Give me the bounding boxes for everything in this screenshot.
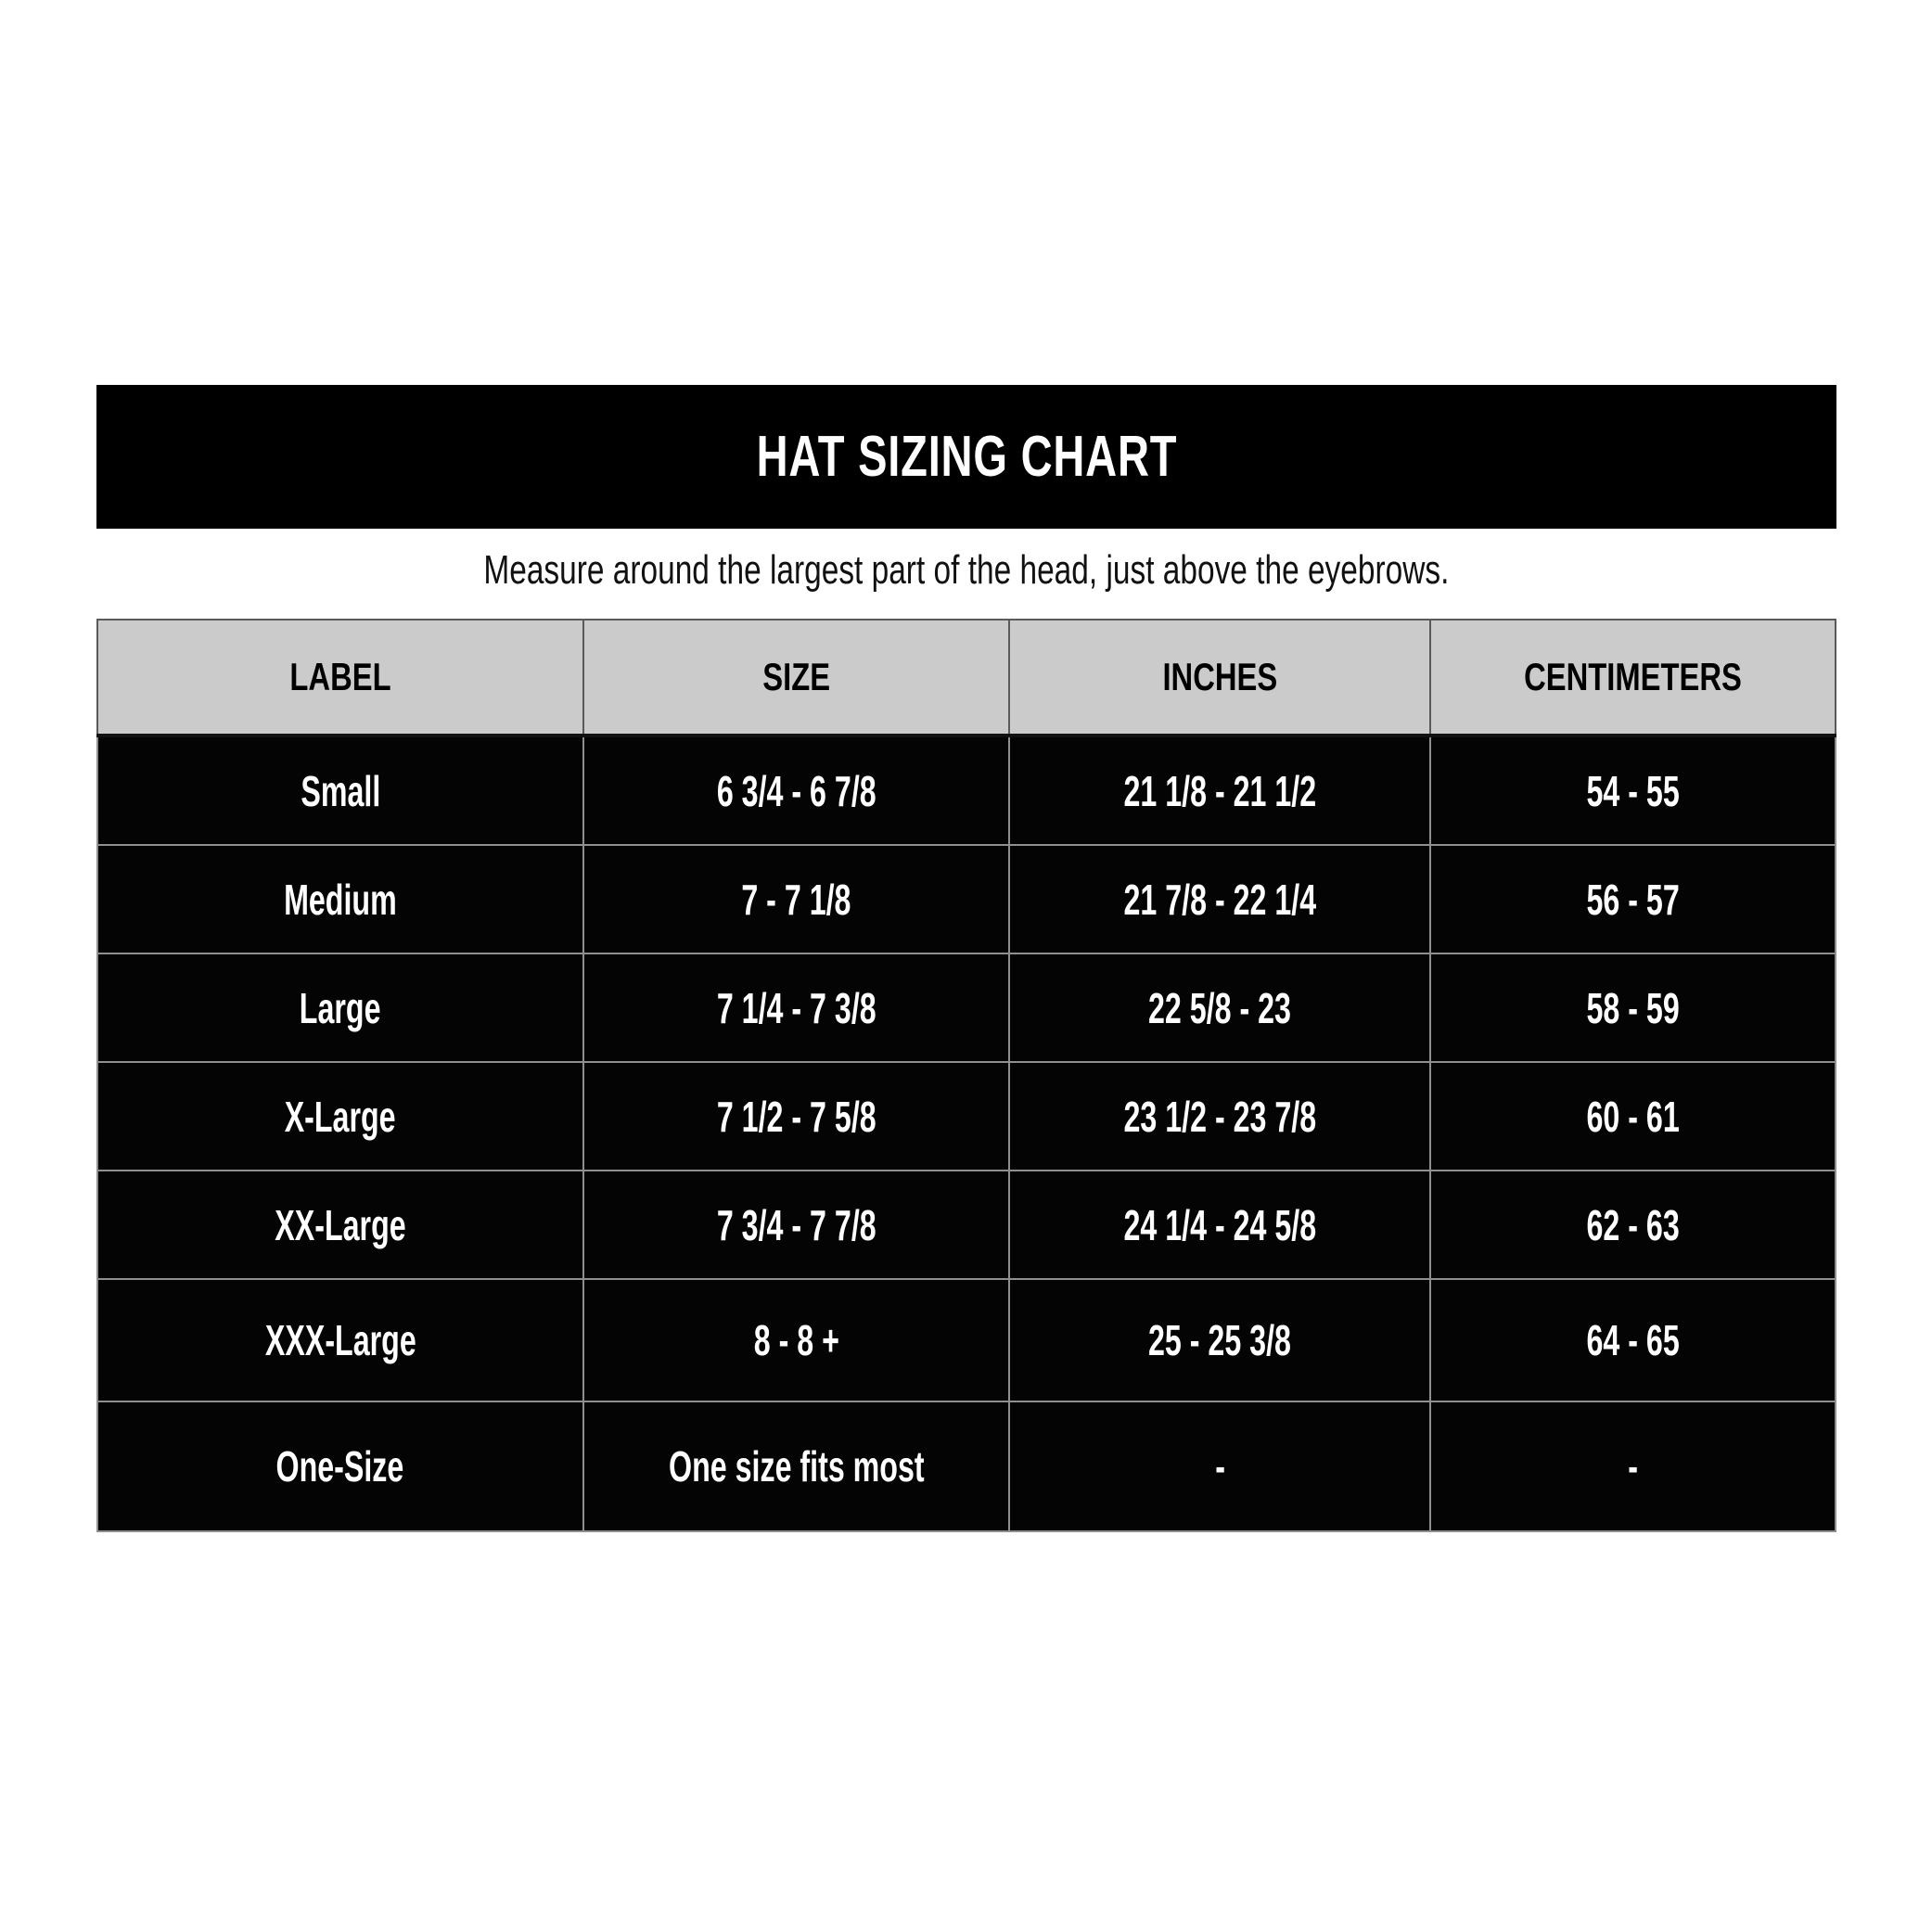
cell-inches: 21 1/8 - 21 1/2 bbox=[1009, 736, 1430, 845]
cell-size: 6 3/4 - 6 7/8 bbox=[583, 736, 1010, 845]
table-row-xxx-large bbox=[97, 1279, 1836, 1401]
cell-inches: 25 - 25 3/8 bbox=[1009, 1279, 1430, 1401]
cell-label: XXX-Large bbox=[97, 1279, 583, 1401]
table-row-medium bbox=[97, 845, 1836, 953]
cell-inches: 22 5/8 - 23 bbox=[1009, 953, 1430, 1062]
hat-sizing-table bbox=[96, 619, 1836, 1532]
cell-size: One size fits most bbox=[583, 1401, 1010, 1531]
cell-label: Large bbox=[97, 953, 583, 1062]
table-row-large bbox=[97, 953, 1836, 1062]
cell-centimeters: 64 - 65 bbox=[1430, 1279, 1836, 1401]
cell-inches: 23 1/2 - 23 7/8 bbox=[1009, 1062, 1430, 1171]
cell-inches: - bbox=[1009, 1401, 1430, 1531]
cell-label: XX-Large bbox=[97, 1171, 583, 1279]
column-header-centimeters: CENTIMETERS bbox=[1430, 620, 1836, 736]
cell-size: 7 1/4 - 7 3/8 bbox=[583, 953, 1010, 1062]
cell-inches: 24 1/4 - 24 5/8 bbox=[1009, 1171, 1430, 1279]
cell-size: 7 1/2 - 7 5/8 bbox=[583, 1062, 1010, 1171]
cell-centimeters: 60 - 61 bbox=[1430, 1062, 1836, 1171]
cell-label: Small bbox=[97, 736, 583, 845]
table-row-xx-large bbox=[97, 1171, 1836, 1279]
cell-centimeters: 58 - 59 bbox=[1430, 953, 1836, 1062]
column-header-inches: INCHES bbox=[1009, 620, 1430, 736]
cell-centimeters: 62 - 63 bbox=[1430, 1171, 1836, 1279]
column-header-size: SIZE bbox=[583, 620, 1010, 736]
measure-instruction-text: Measure around the largest part of the head, just above the eyebrows. bbox=[483, 547, 1450, 593]
cell-centimeters: - bbox=[1430, 1401, 1836, 1531]
measure-instruction bbox=[96, 543, 1836, 598]
cell-centimeters: 54 - 55 bbox=[1430, 736, 1836, 845]
cell-size: 8 - 8 + bbox=[583, 1279, 1010, 1401]
header-row bbox=[97, 620, 1836, 736]
title-banner bbox=[96, 385, 1836, 529]
table-row-small bbox=[97, 736, 1836, 845]
page-title: HAT SIZING CHART bbox=[756, 425, 1177, 489]
cell-inches: 21 7/8 - 22 1/4 bbox=[1009, 845, 1430, 953]
cell-size: 7 - 7 1/8 bbox=[583, 845, 1010, 953]
cell-label: Medium bbox=[97, 845, 583, 953]
cell-centimeters: 56 - 57 bbox=[1430, 845, 1836, 953]
cell-label: One-Size bbox=[97, 1401, 583, 1531]
cell-size: 7 3/4 - 7 7/8 bbox=[583, 1171, 1010, 1279]
cell-label: X-Large bbox=[97, 1062, 583, 1171]
table-row-one-size bbox=[97, 1401, 1836, 1531]
table-row-x-large bbox=[97, 1062, 1836, 1171]
column-header-label: LABEL bbox=[97, 620, 583, 736]
